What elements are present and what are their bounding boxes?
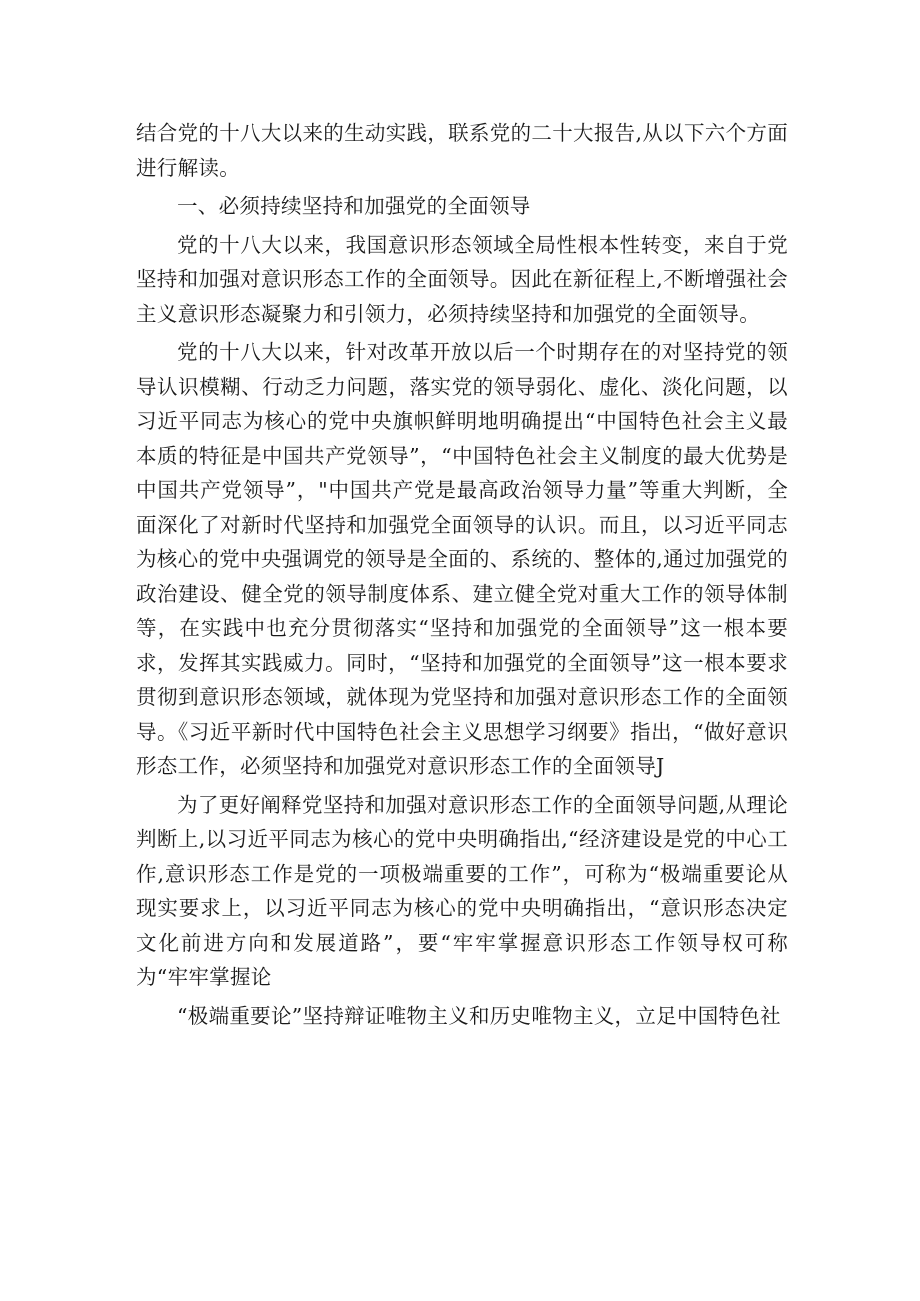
paragraph-1: 党的十八大以来，我国意识形态领域全局性根本性转变，来自于党坚持和加强对意识形态工作的全面领导。因此在新征程上,不断增强社会主义意识形态凝聚力和引领力，必须持续坚持和加强党的全面领导。 [136,232,788,326]
section-heading-1: 一、必须持续坚持和加强党的全面领导 [177,194,531,218]
paragraph-4: “极端重要论”坚持辩证唯物主义和历史唯物主义，立足中国特色社 [177,1003,781,1028]
paragraph-2: 党的十八大以来，针对改革开放以后一个时期存在的对坚持党的领导认识模糊、行动乏力问题，落实党的领导弱化、虚化、淡化问题，以习近平同志为核心的党中央旗帜鲜明地明确提出“中国特色社会主义最本质的特征是中国共产党领导”，“中国特色社会主义制度的最大优势是中国共产党领导”，"中国共产党是最高政治领导力量”等重大判断，全面深化了对新时代坚持和加强党全面领导的认识。而且，以习近平同志为核心的党中央强调党的领导是全面的、系统的、整体的,通过加强党的政治建设、健全党的领导制度体系、建立健全党对重大工作的领导体制等，在实践中也充分贯彻落实“坚持和加强党的全面领导”这一根本要求，发挥其实践威力。同时，“坚持和加强党的全面领导”这一根本要求贯彻到意识形态领域，就体现为党坚持和加强对意识形态工作的全面领导。《习近平新时代中国特色社会主义思想学习纲要》指出，“做好意识形态工作，必须坚持和加强党对意识形态工作的全面领导J [136,340,788,778]
paragraph-intro-continuation: 结合党的十八大以来的生动实践，联系党的二十大报告,从以下六个方面进行解读。 [136,121,788,180]
paragraph-3: 为了更好阐释党坚持和加强对意识形态工作的全面领导问题,从理论判断上,以习近平同志为核心的党中央明确指出,“经济建设是党的中心工作,意识形态工作是党的一项极端重要的工作”，可称为“极端重要论从现实要求上，以习近平同志为核心的党中央明确指出，“意识形态决定文化前进方向和发展道路”，要“牢牢掌握意识形态工作领导权可称为“牢牢掌握论 [136,792,788,989]
document-body [136,116,788,1033]
